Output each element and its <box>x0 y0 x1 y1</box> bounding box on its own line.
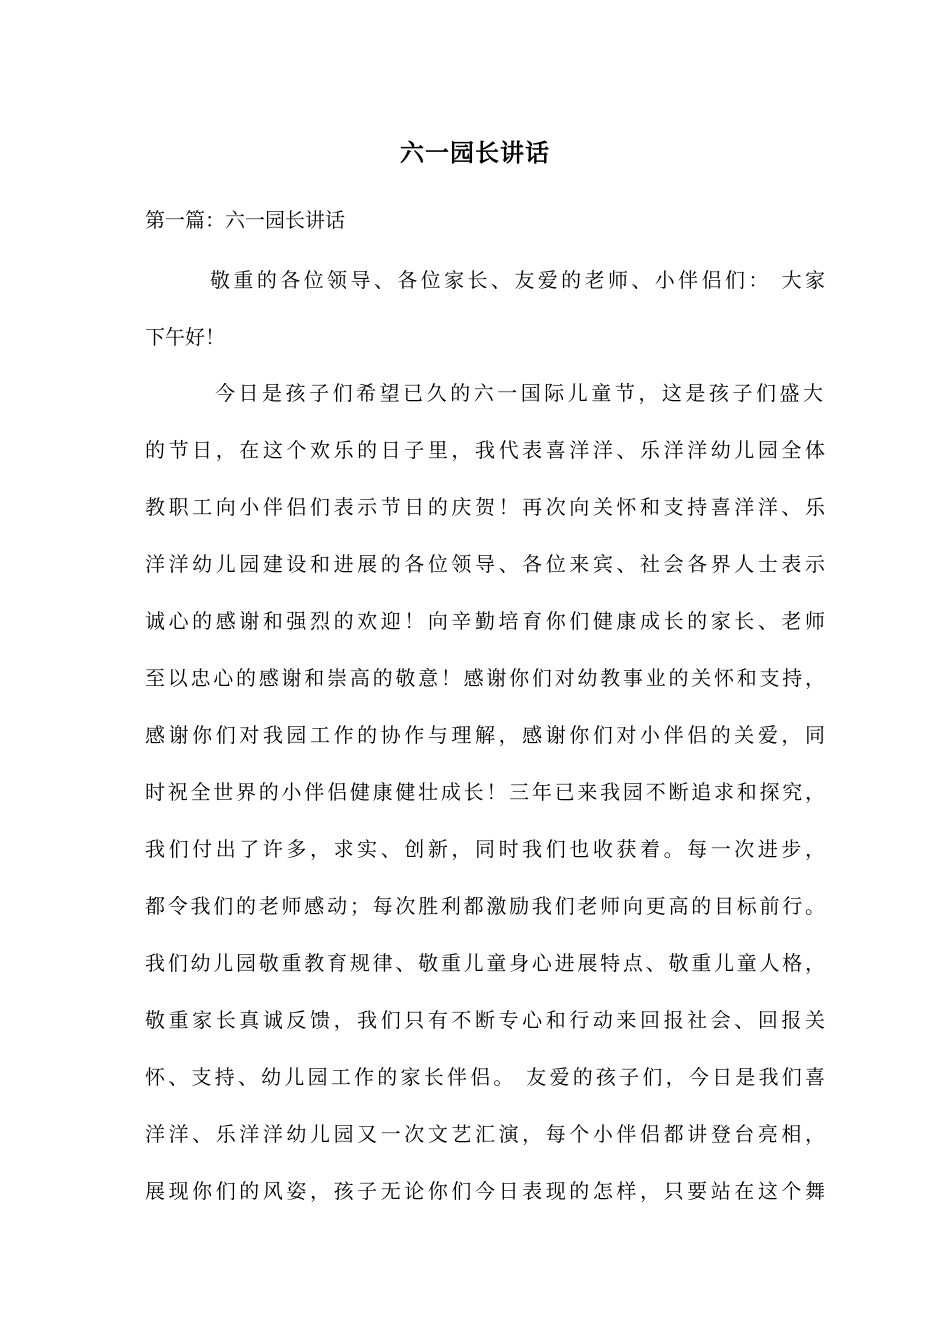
paragraph-line: 的节日，在这个欢乐的日子里，我代表喜洋洋、乐洋洋幼儿园全体 <box>145 438 825 462</box>
paragraph-line: 下午好！ <box>145 325 225 349</box>
paragraph-line: 我们幼儿园敬重教育规律、敬重儿童身心进展特点、敬重儿童人格， <box>145 951 825 975</box>
paragraph-line: 洋洋幼儿园建设和进展的各位领导、各位来宾、社会各界人士表示 <box>145 552 825 576</box>
paragraph-line: 我们付出了许多，求实、创新，同时我们也收获着。每一次进步， <box>145 837 825 861</box>
paragraph-line: 今日是孩子们希望已久的六一国际儿童节，这是孩子们盛大 <box>215 381 823 405</box>
paragraph-line: 怀、支持、幼儿园工作的家长伴侣。 友爱的孩子们，今日是我们喜 <box>145 1065 825 1089</box>
section-heading: 第一篇：六一园长讲话 <box>145 208 345 232</box>
page-title: 六一园长讲话 <box>400 138 550 167</box>
paragraph-line: 至以忠心的感谢和崇高的敬意！感谢你们对幼教事业的关怀和支持， <box>145 666 825 690</box>
paragraph-line: 敬重家长真诚反馈，我们只有不断专心和行动来回报社会、回报关 <box>145 1008 825 1032</box>
paragraph-line: 教职工向小伴侣们表示节日的庆贺！再次向关怀和支持喜洋洋、乐 <box>145 495 825 519</box>
paragraph-line: 展现你们的风姿，孩子无论你们今日表现的怎样，只要站在这个舞 <box>145 1179 825 1203</box>
paragraph-line: 诚心的感谢和强烈的欢迎！向辛勤培育你们健康成长的家长、老师 <box>145 609 825 633</box>
paragraph-line: 时祝全世界的小伴侣健康健壮成长！三年已来我园不断追求和探究， <box>145 780 825 804</box>
paragraph-line: 洋洋、乐洋洋幼儿园又一次文艺汇演，每个小伴侣都讲登台亮相， <box>145 1122 825 1146</box>
paragraph-line: 敬重的各位领导、各位家长、友爱的老师、小伴侣们： 大家 <box>210 268 825 292</box>
paragraph-line: 感谢你们对我园工作的协作与理解，感谢你们对小伴侣的关爱，同 <box>145 723 825 747</box>
paragraph-line: 都令我们的老师感动；每次胜利都激励我们老师向更高的目标前行。 <box>145 894 825 918</box>
